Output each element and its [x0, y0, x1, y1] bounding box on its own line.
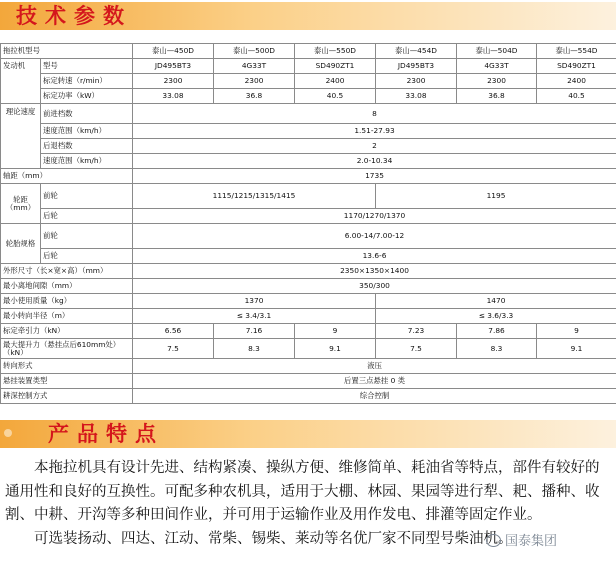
- engine-model-cell: SD490ZT1: [537, 59, 616, 74]
- rated-speed-label: 标定转速（r/min）: [41, 74, 133, 89]
- model-cell: 泰山—554D: [537, 44, 616, 59]
- min-mass-label: 最小使用质量（kg）: [1, 294, 133, 309]
- rated-speed-cell: 2400: [295, 74, 376, 89]
- table-row: [1, 374, 616, 389]
- rated-speed-cell: 2300: [214, 74, 295, 89]
- reverse-gears-value: 2: [133, 139, 616, 154]
- lift-cell: 7.5: [133, 339, 214, 359]
- front-tire-value: 6.00-14/7.00-12: [133, 224, 616, 249]
- rear-track-label: 后轮: [41, 209, 133, 224]
- hitch-label: 悬挂装置类型: [1, 374, 133, 389]
- traction-cell: 7.23: [376, 324, 457, 339]
- forward-gears-value: 8: [133, 104, 616, 124]
- engine-label: 发动机: [1, 59, 41, 104]
- tire-label: 轮胎规格: [1, 224, 41, 264]
- table-row: [1, 209, 616, 224]
- table-row: [1, 104, 616, 124]
- specs-banner: [0, 2, 616, 30]
- steering-label: 转向形式: [1, 359, 133, 374]
- lift-cell: 8.3: [214, 339, 295, 359]
- model-cell: 泰山—504D: [457, 44, 537, 59]
- model-cell: 泰山—500D: [214, 44, 295, 59]
- rated-power-label: 标定功率（kW）: [41, 89, 133, 104]
- theory-speed-label: 理论速度: [1, 104, 41, 169]
- min-mass-b: 1470: [376, 294, 616, 309]
- table-row: [1, 389, 616, 404]
- steering-value: 液压: [133, 359, 616, 374]
- traction-cell: 6.56: [133, 324, 214, 339]
- rated-speed-cell: 2300: [376, 74, 457, 89]
- engine-model-cell: JD495BT3: [133, 59, 214, 74]
- track-label: 轮距（mm）: [1, 184, 41, 224]
- reverse-speed-range-value: 2.0-10.34: [133, 154, 616, 169]
- table-row: [1, 249, 616, 264]
- model-cell: 泰山—454D: [376, 44, 457, 59]
- table-row: [1, 339, 616, 359]
- hitch-value: 后置三点悬挂 0 类: [133, 374, 616, 389]
- features-banner: [0, 420, 616, 448]
- table-row: [1, 294, 616, 309]
- banner-dot: [4, 429, 12, 437]
- rated-speed-cell: 2400: [537, 74, 616, 89]
- engine-model-cell: 4G33T: [457, 59, 537, 74]
- speed-range-label: 速度范围（km/h）: [41, 124, 133, 139]
- table-row: [1, 44, 616, 59]
- turn-radius-label: 最小转向半径（m）: [1, 309, 133, 324]
- rated-power-cell: 40.5: [537, 89, 616, 104]
- dimensions-value: 2350×1350×1400: [133, 264, 616, 279]
- rated-speed-cell: 2300: [133, 74, 214, 89]
- table-row: [1, 224, 616, 249]
- dimensions-label: 外形尺寸（长×宽×高）（mm）: [1, 264, 133, 279]
- front-track-b: 1195: [376, 184, 616, 209]
- rated-power-cell: 40.5: [295, 89, 376, 104]
- lift-cell: 9.1: [295, 339, 376, 359]
- engine-model-cell: 4G33T: [214, 59, 295, 74]
- features-paragraph: 可选装扬动、四达、江动、常柴、锡柴、莱动等名优厂家不同型号柴油机。: [34, 530, 513, 547]
- turn-radius-a: ≤ 3.4/3.1: [133, 309, 376, 324]
- traction-cell: 9: [537, 324, 616, 339]
- features-paragraph: 本拖拉机具有设计先进、结构紧凑、操纵方便、维修简单、耗油省等特点，部件有较好的通用性和良好的互换性。可配多种农机具，适用于大棚、林园、果园等进行犁、耙、播种、收割、中耕、开沟等多种田间作业，并可用于运输作业及用作发电、排灌等固定作业。: [5, 460, 600, 523]
- traction-cell: 7.86: [457, 324, 537, 339]
- rated-power-cell: 33.08: [376, 89, 457, 104]
- turn-radius-b: ≤ 3.6/3.3: [376, 309, 616, 324]
- table-row: [1, 169, 616, 184]
- table-row: [1, 139, 616, 154]
- specs-table: [0, 43, 616, 404]
- lift-cell: 9.1: [537, 339, 616, 359]
- table-row: [1, 74, 616, 89]
- table-row: [1, 309, 616, 324]
- table-row: [1, 124, 616, 139]
- table-row: [1, 184, 616, 209]
- depth-label: 耕深控制方式: [1, 389, 133, 404]
- engine-model-cell: SD490ZT1: [295, 59, 376, 74]
- rated-power-cell: 36.8: [214, 89, 295, 104]
- rear-tire-value: 13.6-6: [133, 249, 616, 264]
- model-cell: 泰山—550D: [295, 44, 376, 59]
- rear-tire-label: 后轮: [41, 249, 133, 264]
- table-row: [1, 154, 616, 169]
- table-row: [1, 279, 616, 294]
- min-mass-a: 1370: [133, 294, 376, 309]
- wheelbase-label: 轴距（mm）: [1, 169, 133, 184]
- clearance-value: 350/300: [133, 279, 616, 294]
- specs-title: 技术参数: [16, 3, 132, 28]
- rated-power-cell: 33.08: [133, 89, 214, 104]
- model-cell: 泰山—450D: [133, 44, 214, 59]
- traction-cell: 7.16: [214, 324, 295, 339]
- table-row: [1, 324, 616, 339]
- table-row: [1, 359, 616, 374]
- speed-range-label-2: 速度范围（km/h）: [41, 154, 133, 169]
- reverse-gears-label: 后退档数: [41, 139, 133, 154]
- table-row: [1, 264, 616, 279]
- wechat-icon: [486, 534, 501, 547]
- table-row: [1, 59, 616, 74]
- watermark: [486, 530, 557, 549]
- front-track-label: 前轮: [41, 184, 133, 209]
- features-title: 产品特点: [48, 421, 164, 446]
- depth-value: 综合控制: [133, 389, 616, 404]
- watermark-text: 国泰集团: [505, 534, 558, 549]
- lift-cell: 8.3: [457, 339, 537, 359]
- model-label: 拖拉机型号: [1, 44, 133, 59]
- lift-label: 最大提升力（悬挂点后610mm处）（kN）: [1, 339, 133, 359]
- engine-model-label: 型号: [41, 59, 133, 74]
- rated-power-cell: 36.8: [457, 89, 537, 104]
- engine-model-cell: JD495BT3: [376, 59, 457, 74]
- front-track-a: 1115/1215/1315/1415: [133, 184, 376, 209]
- traction-cell: 9: [295, 324, 376, 339]
- forward-gears-label: 前进档数: [41, 104, 133, 124]
- forward-speed-range-value: 1.51-27.93: [133, 124, 616, 139]
- rear-track-value: 1170/1270/1370: [133, 209, 616, 224]
- traction-label: 标定牵引力（kN）: [1, 324, 133, 339]
- rated-speed-cell: 2300: [457, 74, 537, 89]
- lift-cell: 7.5: [376, 339, 457, 359]
- front-tire-label: 前轮: [41, 224, 133, 249]
- clearance-label: 最小离地间隙（mm）: [1, 279, 133, 294]
- wheelbase-value: 1735: [133, 169, 616, 184]
- table-row: [1, 89, 616, 104]
